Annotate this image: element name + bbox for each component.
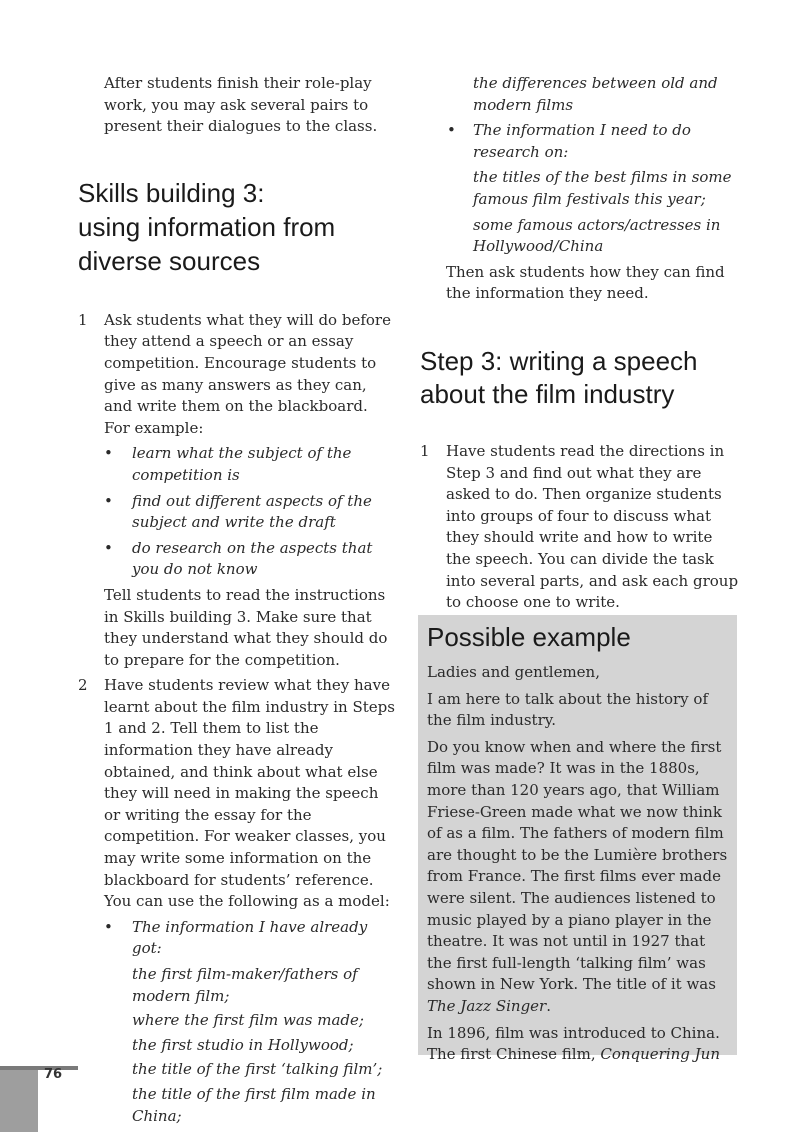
right-column	[420, 73, 740, 614]
bullet-item	[420, 120, 740, 163]
paragraph-text: .	[546, 996, 552, 1015]
item-text: Have students read the directions in Step 3 and find out what they are asked to do. Then organize students into groups of four to discuss what they should write and how to write the speech. You can divide the task into several parts, and ask each group to choose one to write.	[446, 441, 739, 612]
model-line: some famous actors/actresses in Hollywood/China	[473, 215, 721, 256]
heading-line-3: diverse sources	[78, 245, 261, 276]
numbered-item-2	[78, 675, 398, 913]
bullet-item	[78, 491, 398, 534]
bullet-dot: •	[447, 121, 456, 140]
item-text: Have students review what they have learnt about the film industry in Steps 1 and 2. Tell them to list the information they have already obtained, and think about what else they will need in making the speech or writing the essay for the competition. For weaker classes, you may write some information on the blackboard for students’ reference. You can use the following as a model:	[104, 676, 395, 911]
bullet-item	[78, 443, 398, 486]
example-paragraph-3	[427, 1023, 728, 1066]
example-paragraph-2	[427, 737, 728, 1018]
page-rule	[0, 1066, 78, 1070]
paragraph-text: Do you know when and where the first film was made? It was in the 1880s, more than 120 years ago, that William Friese-Green made what we now think of as a film. The fathers of modern film are thought to be the Lumière brothers from France. The first films ever made were silent. The audiences listened to music played by a piano player in the theatre. It was not until in 1927 that the first full-length ‘talking film’ was shown in New York. The title of it was	[427, 737, 728, 994]
bullet-text: do research on the aspects that you do not know	[132, 538, 373, 579]
follow-paragraph: Tell students to read the instructions in Skills building 3. Make sure that they understand what they should do to prepare for the competition.	[104, 585, 388, 669]
example-paragraph-1: I am here to talk about the history of the film industry.	[427, 689, 709, 730]
heading-line-1: Skills building 3:	[78, 177, 265, 208]
model-line: the first studio in Hollywood;	[132, 1035, 354, 1054]
bullet-dot: •	[104, 444, 113, 463]
bullet-text: The information I have already got:	[132, 917, 368, 958]
model-line: the first film-maker/fathers of modern film;	[132, 965, 358, 1005]
bullet-item	[78, 917, 398, 960]
after-paragraph: Then ask students how they can find the information they need.	[446, 262, 725, 303]
film-title: Conquering Jun	[600, 1045, 721, 1064]
model-line: the titles of the best films in some famous film festivals this year;	[473, 168, 732, 208]
section-heading-step-3	[420, 345, 740, 411]
bullet-text: The information I need to do research on:	[473, 121, 691, 161]
bullet-text: find out different aspects of the subject and write the draft	[132, 491, 372, 532]
numbered-item-1	[420, 441, 740, 614]
bullet-item	[78, 538, 398, 581]
left-column	[78, 73, 398, 1127]
paragraph-text: In 1896, film was introduced to China. The first Chinese film,	[427, 1023, 720, 1064]
continued-model-line: the differences between old and modern films	[473, 74, 718, 114]
bullet-dot: •	[104, 917, 113, 936]
possible-example-box	[418, 615, 737, 1064]
item-number: 1	[78, 310, 88, 329]
heading-line-2: about the film industry	[420, 378, 675, 409]
model-line: the title of the first film made in China;	[132, 1084, 376, 1125]
section-heading-skills-building	[78, 176, 398, 278]
film-title: The Jazz Singer	[427, 996, 547, 1015]
model-line: where the first film was made;	[132, 1011, 364, 1030]
numbered-item-1	[78, 310, 398, 440]
item-text: Ask students what they will do before they attend a speech or an essay competition. Encourage students to give as many answers as they can, and write them on the blackboard. For example:	[104, 310, 391, 437]
page-tab-decoration	[0, 1066, 38, 1132]
bullet-dot: •	[104, 538, 113, 557]
heading-line-1: Step 3: writing a speech	[420, 345, 698, 376]
example-greeting: Ladies and gentlemen,	[427, 663, 600, 681]
example-title: Possible example	[427, 622, 631, 652]
page-number: 76	[44, 1067, 63, 1082]
model-line: the title of the first ‘talking film’;	[132, 1060, 383, 1079]
heading-line-2: using information from	[78, 211, 336, 242]
bullet-dot: •	[104, 491, 113, 510]
bullet-text: learn what the subject of the competition is	[132, 444, 352, 484]
item-number: 2	[78, 676, 88, 695]
item-number: 1	[420, 441, 430, 460]
intro-paragraph: After students finish their role-play work, you may ask several pairs to present their dialogues to the class.	[104, 74, 378, 136]
